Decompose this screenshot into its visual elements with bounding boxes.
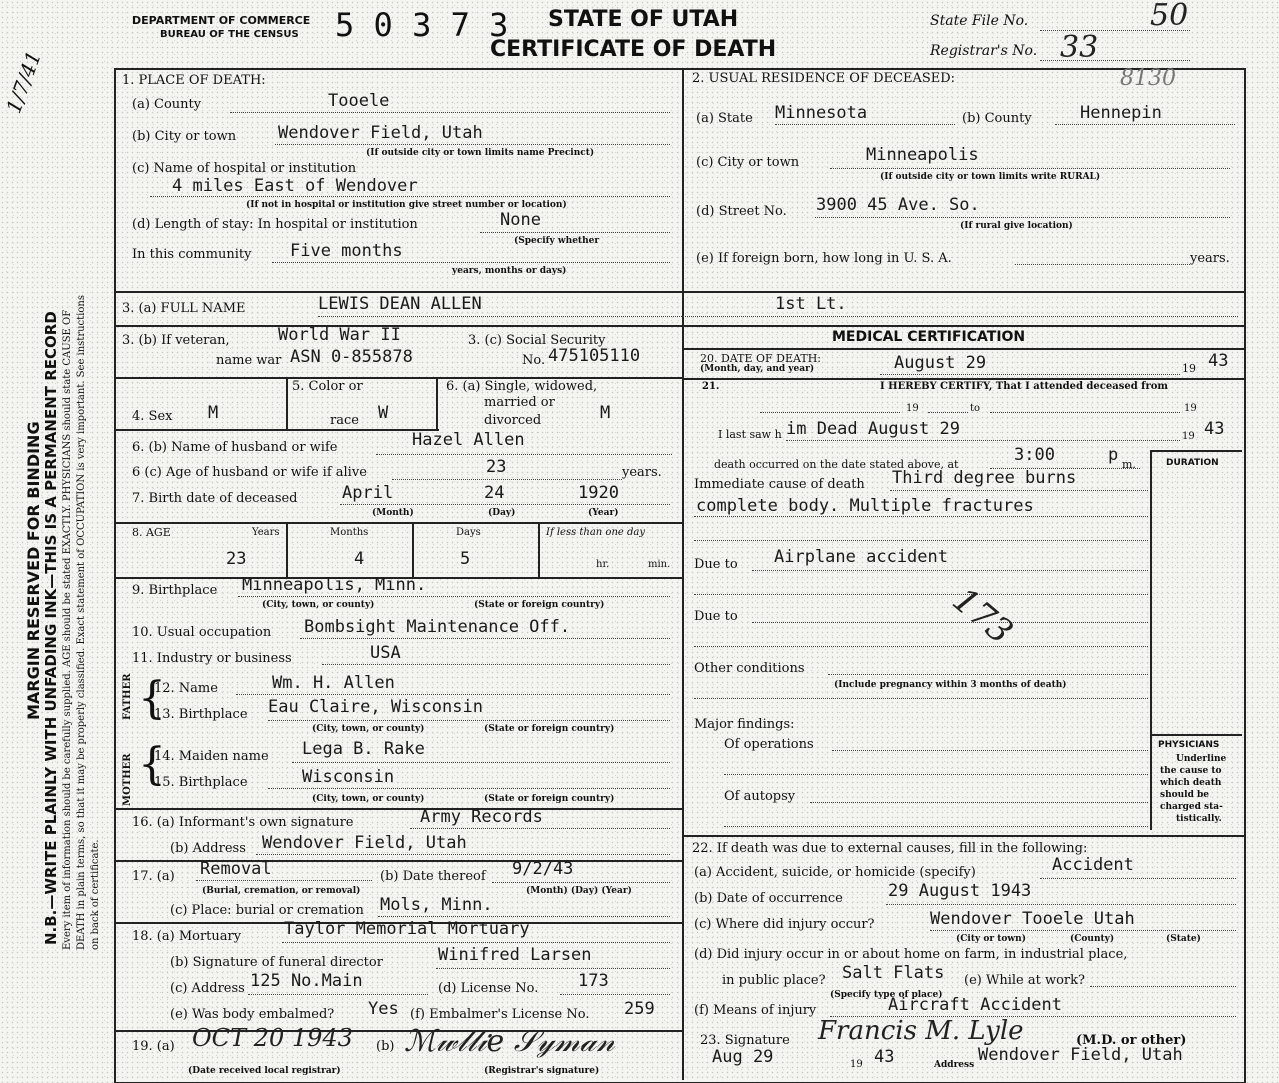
mother-side-label: MOTHER (122, 753, 133, 806)
res-county: Hennepin (1080, 103, 1162, 123)
father-side-label: FATHER (122, 673, 133, 720)
occupation-label: 10. Usual occupation (132, 625, 272, 640)
age-months: 4 (354, 549, 365, 569)
war-name-label: name war (216, 353, 282, 368)
means-of-injury: Aircraft Accident (888, 995, 1062, 1015)
industry: USA (370, 643, 401, 663)
stay-hospital: None (500, 210, 541, 230)
birthplace-state-note: (State or foreign country) (474, 600, 605, 610)
to-19: 19 (1184, 403, 1197, 414)
due-to-2-mark: 173 (944, 579, 1021, 653)
md-label: (M.D. or other) (1076, 1033, 1187, 1048)
major-findings-label: Major findings: (694, 717, 795, 732)
other-conditions-label: Other conditions (694, 661, 805, 676)
marital-status: M (600, 403, 611, 423)
veteran-war: World War II (278, 325, 401, 345)
res-street: 3900 45 Ave. So. (816, 195, 980, 215)
death-date-note: (Month, day, and year) (700, 364, 815, 374)
registrar-sig-label: (b) (376, 1039, 395, 1054)
due-to-1: Airplane accident (774, 547, 948, 567)
last-year-prefix: 19 (1182, 431, 1195, 442)
age-min: min. (648, 559, 671, 570)
father-state-note: (State or foreign country) (484, 724, 615, 734)
external-heading: 22. If death was due to external causes, fill in the following: (692, 841, 1088, 856)
due-to-2-label: Due to (694, 609, 738, 624)
death-city: Wendover Field, Utah (278, 123, 483, 143)
bureau-label: BUREAU OF THE CENSUS (160, 29, 299, 40)
mortuary: Taylor Memorial Mortuary (284, 919, 530, 939)
father-birthplace-label: 13. Birthplace (154, 707, 248, 722)
physician-note-1: Underline (1176, 754, 1227, 764)
mother-name: Lega B. Rake (302, 739, 425, 759)
spouse-label: 6. (b) Name of husband or wife (132, 440, 338, 455)
marital-label: 6. (a) Single, widowed, (446, 379, 598, 394)
corner-scrawl: 1/7/41 (1, 47, 46, 117)
burial-type: Removal (200, 859, 272, 879)
mortuary-address: 125 No.Main (250, 971, 363, 991)
spouse-age: 23 (486, 457, 507, 477)
margin-note-3: on back of certificate. (90, 839, 101, 950)
received-label: 19. (a) (132, 1039, 175, 1054)
spouse-name: Hazel Allen (412, 430, 525, 450)
occurrence-date-label: (b) Date of occurrence (694, 891, 843, 906)
res-street-label: (d) Street No. (696, 204, 787, 219)
operations-label: Of operations (724, 737, 814, 752)
physician-note-3: which death (1160, 778, 1222, 788)
mother-state-note: (State or foreign country) (484, 794, 615, 804)
month-note: (Month) (372, 508, 414, 518)
father-city-note: (City, town, or county) (312, 724, 425, 734)
state-title: STATE OF UTAH (548, 7, 739, 32)
embalmer-label: (f) Embalmer's License No. (410, 1007, 590, 1022)
marital-label-2: married or (484, 395, 555, 410)
signature-label: 23. Signature (700, 1033, 790, 1048)
color-label: 5. Color or (292, 379, 363, 394)
margin-note-1: Every item of information should be carefully supplied. AGE should be stated EXACTLY. PHYSICIANS should state CAUSE OF (62, 309, 73, 950)
res-city-note: (If outside city or town limits write RURAL) (880, 172, 1101, 182)
race-label: race (330, 413, 359, 428)
funeral-director: Winifred Larsen (438, 945, 592, 965)
director-label: (b) Signature of funeral director (170, 955, 383, 970)
city-note: (If outside city or town limits name Precinct) (366, 148, 595, 158)
full-name-label: 3. (a) FULL NAME (122, 301, 246, 316)
occurrence-date: 29 August 1943 (888, 881, 1032, 901)
physician-note-4: should be (1160, 790, 1210, 800)
signature-address: Wendover Field, Utah (978, 1045, 1183, 1065)
signature-year: 43 (874, 1047, 895, 1067)
hospital-note: (If not in hospital or institution give street number or location) (246, 200, 567, 210)
certificate-title: CERTIFICATE OF DEATH (490, 37, 777, 62)
burial-date-label: (b) Date thereof (380, 869, 486, 884)
home-label: (d) Did injury occur in or about home on farm, in industrial place, (694, 947, 1128, 962)
res-years-suffix: years. (1190, 251, 1230, 266)
rank: 1st Lt. (775, 294, 847, 314)
mother-name-label: 14. Maiden name (154, 749, 269, 764)
where-label: (c) Where did injury occur? (694, 917, 875, 932)
age-hr: hr. (596, 559, 610, 570)
residence-extra-mark: 8130 (1120, 66, 1176, 91)
from-19: 19 (906, 403, 919, 414)
embalmed: Yes (368, 999, 399, 1019)
where-city-note: (City or town) (956, 934, 1026, 944)
informant-address-label: (b) Address (170, 841, 246, 856)
accident-type-label: (a) Accident, suicide, or homicide (specify) (694, 865, 976, 880)
year-note: (Year) (588, 508, 619, 518)
specify-note: (Specify whether (514, 236, 600, 246)
burial-place-label: (c) Place: burial or cremation (170, 903, 364, 918)
margin-write-plainly-text: N.B.—WRITE PLAINLY WITH UNFADING INK—THIS IS A PERMANENT RECORD (42, 311, 60, 945)
age-months-label: Months (330, 527, 369, 538)
hospital-label: (c) Name of hospital or institution (132, 161, 357, 176)
father-name: Wm. H. Allen (272, 673, 395, 693)
birthplace-city-note: (City, town, or county) (262, 600, 375, 610)
res-foreign-label: (e) If foreign born, how long in U. S. A. (696, 251, 952, 266)
margin-binding-text: MARGIN RESERVED FOR BINDING (24, 421, 43, 720)
burial-date: 9/2/43 (512, 859, 574, 879)
physician-note-5: charged sta- (1160, 802, 1223, 812)
death-hospital: 4 miles East of Wendover (172, 176, 418, 196)
death-m: m. (1122, 458, 1136, 471)
ss-label: 3. (c) Social Security (468, 333, 606, 348)
state-file-label: State File No. (930, 13, 1029, 29)
burial-note: (Burial, cremation, or removal) (202, 886, 361, 896)
registrar-signature: ℳ𝓌𝓁𝓁𝒾𝑒 𝒮𝓎𝓂𝒶𝓃 (404, 1024, 615, 1059)
death-date: August 29 (894, 353, 987, 373)
embalmed-label: (e) Was body embalmed? (170, 1007, 335, 1022)
where-state-note: (State) (1166, 934, 1201, 944)
informant-label: 16. (a) Informant's own signature (132, 815, 354, 830)
death-time: 3:00 (1014, 445, 1055, 465)
accident-type: Accident (1052, 855, 1134, 875)
age-less-label: If less than one day (546, 527, 645, 538)
to-label: to (970, 403, 981, 414)
age-days: 5 (460, 549, 471, 569)
res-city: Minneapolis (866, 145, 979, 165)
death-county: Tooele (328, 91, 390, 111)
stay-community: Five months (290, 241, 403, 261)
date-received: OCT 20 1943 (192, 1024, 353, 1052)
license-label: (d) License No. (438, 981, 539, 996)
immediate-cause: Third degree burns (892, 468, 1077, 488)
immediate-cause-label: Immediate cause of death (694, 477, 865, 492)
mother-brace: { (138, 739, 166, 790)
father-brace: { (138, 673, 166, 724)
margin-note-2: DEATH in plain terms, so that it may be properly classified. Exact statement of OCCUPATION is very important. See instructions (76, 295, 87, 950)
certify-text: I HEREBY CERTIFY, That I attended deceased from (880, 381, 1169, 392)
immediate-cause-2: complete body. Multiple fractures (696, 496, 1034, 516)
registrar-no-label: Registrar's No. (930, 43, 1038, 59)
ymd-note: years, months or days) (452, 266, 567, 276)
at-work-label: (e) While at work? (964, 973, 1085, 988)
birth-month: April (342, 483, 394, 503)
physician-note-2: the cause to (1160, 766, 1222, 776)
public-place-note: (Specify type of place) (830, 990, 943, 1000)
veteran-asn: ASN 0-855878 (290, 347, 413, 367)
informant-address: Wendover Field, Utah (262, 833, 467, 853)
death-pm: p (1108, 445, 1119, 465)
last-saw-label: I last saw h (718, 428, 782, 441)
mother-birthplace: Wisconsin (302, 767, 395, 787)
due-to-label: Due to (694, 557, 738, 572)
res-county-label: (b) County (962, 111, 1032, 126)
burial-place: Mols, Minn. (380, 895, 493, 915)
marital-label-3: divorced (484, 413, 542, 428)
state-file-value: 50 (1150, 0, 1189, 33)
mortuary-label: 18. (a) Mortuary (132, 929, 242, 944)
duration-label: DURATION (1166, 458, 1219, 468)
sex: M (208, 403, 219, 423)
years-label: years. (622, 465, 662, 480)
registrar-sig-note: (Registrar's signature) (484, 1066, 600, 1076)
license-number: 173 (578, 971, 609, 991)
dept-label: DEPARTMENT OF COMMERCE (132, 14, 311, 27)
county-label: (a) County (132, 97, 202, 112)
other-conditions-note: (Include pregnancy within 3 months of death) (834, 680, 1067, 690)
city-label: (b) City or town (132, 129, 237, 144)
autopsy-label: Of autopsy (724, 789, 796, 804)
spouse-age-label: 6 (c) Age of husband or wife if alive (132, 465, 367, 480)
age-years: 23 (226, 549, 247, 569)
community-label: In this community (132, 247, 252, 262)
birth-date-label: 7. Birth date of deceased (132, 491, 298, 506)
death-year: 43 (1208, 351, 1229, 371)
burial-date-note: (Month) (Day) (Year) (526, 886, 632, 896)
age-label: 8. AGE (132, 526, 171, 539)
public-place-label: in public place? (722, 973, 826, 988)
social-security-no: 475105110 (548, 346, 641, 366)
sex-label: 4. Sex (132, 409, 173, 424)
res-street-note: (If rural give location) (960, 221, 1073, 231)
death-year-prefix: 19 (1182, 362, 1196, 375)
where-injury: Wendover Tooele Utah (930, 909, 1135, 929)
occupation: Bombsight Maintenance Off. (304, 617, 571, 637)
age-years-label: Years (252, 527, 280, 538)
physicians-head: PHYSICIANS (1158, 740, 1220, 750)
mother-city-note: (City, town, or county) (312, 794, 425, 804)
full-name: LEWIS DEAN ALLEN (318, 294, 482, 314)
father-name-label: 12. Name (154, 681, 218, 696)
place-of-death-heading: 1. PLACE OF DEATH: (122, 73, 266, 88)
res-state-label: (a) State (696, 111, 753, 126)
birthplace-label: 9. Birthplace (132, 583, 218, 598)
binding-margin (0, 0, 110, 1083)
death-date-label: 20. DATE OF DEATH: (700, 352, 821, 365)
physician-signature: Francis M. Lyle (818, 1016, 1024, 1046)
signature-date: Aug 29 (712, 1047, 774, 1067)
physician-note-6: tistically. (1176, 814, 1222, 824)
birthplace: Minneapolis, Minn. (242, 575, 427, 595)
mortuary-address-label: (c) Address (170, 981, 245, 996)
medical-heading: MEDICAL CERTIFICATION (832, 329, 1026, 345)
embalmer-license: 259 (624, 999, 655, 1019)
received-note: (Date received local registrar) (188, 1066, 341, 1076)
last-saw: im Dead August 29 (786, 419, 960, 439)
last-year: 43 (1204, 419, 1225, 439)
public-place: Salt Flats (842, 963, 945, 983)
stay-label: (d) Length of stay: In hospital or institution (132, 217, 418, 232)
occurred-label: death occurred on the date stated above, at (714, 458, 959, 471)
res-city-label: (c) City or town (696, 155, 800, 170)
where-county-note: (County) (1070, 934, 1115, 944)
color-race: W (378, 403, 389, 423)
father-birthplace: Eau Claire, Wisconsin (268, 697, 483, 717)
mother-birthplace-label: 15. Birthplace (154, 775, 248, 790)
registrar-no-value: 33 (1060, 30, 1099, 65)
certify-num: 21. (702, 381, 720, 392)
veteran-label: 3. (b) If veteran, (122, 333, 230, 348)
day-note: (Day) (488, 508, 516, 518)
stamp-number: 5 0 3 7 3 (335, 6, 509, 44)
informant: Army Records (420, 807, 543, 827)
residence-heading: 2. USUAL RESIDENCE OF DECEASED: (692, 71, 956, 86)
age-days-label: Days (456, 527, 481, 538)
birth-year: 1920 (578, 483, 619, 503)
means-label: (f) Means of injury (694, 1003, 817, 1018)
res-state: Minnesota (775, 103, 868, 123)
birth-day: 24 (484, 483, 505, 503)
ss-no-label: No. (522, 353, 546, 368)
burial-label: 17. (a) (132, 869, 175, 884)
industry-label: 11. Industry or business (132, 651, 292, 666)
sig-year-prefix: 19 (850, 1059, 863, 1070)
signature-address-label: Address (934, 1060, 975, 1070)
